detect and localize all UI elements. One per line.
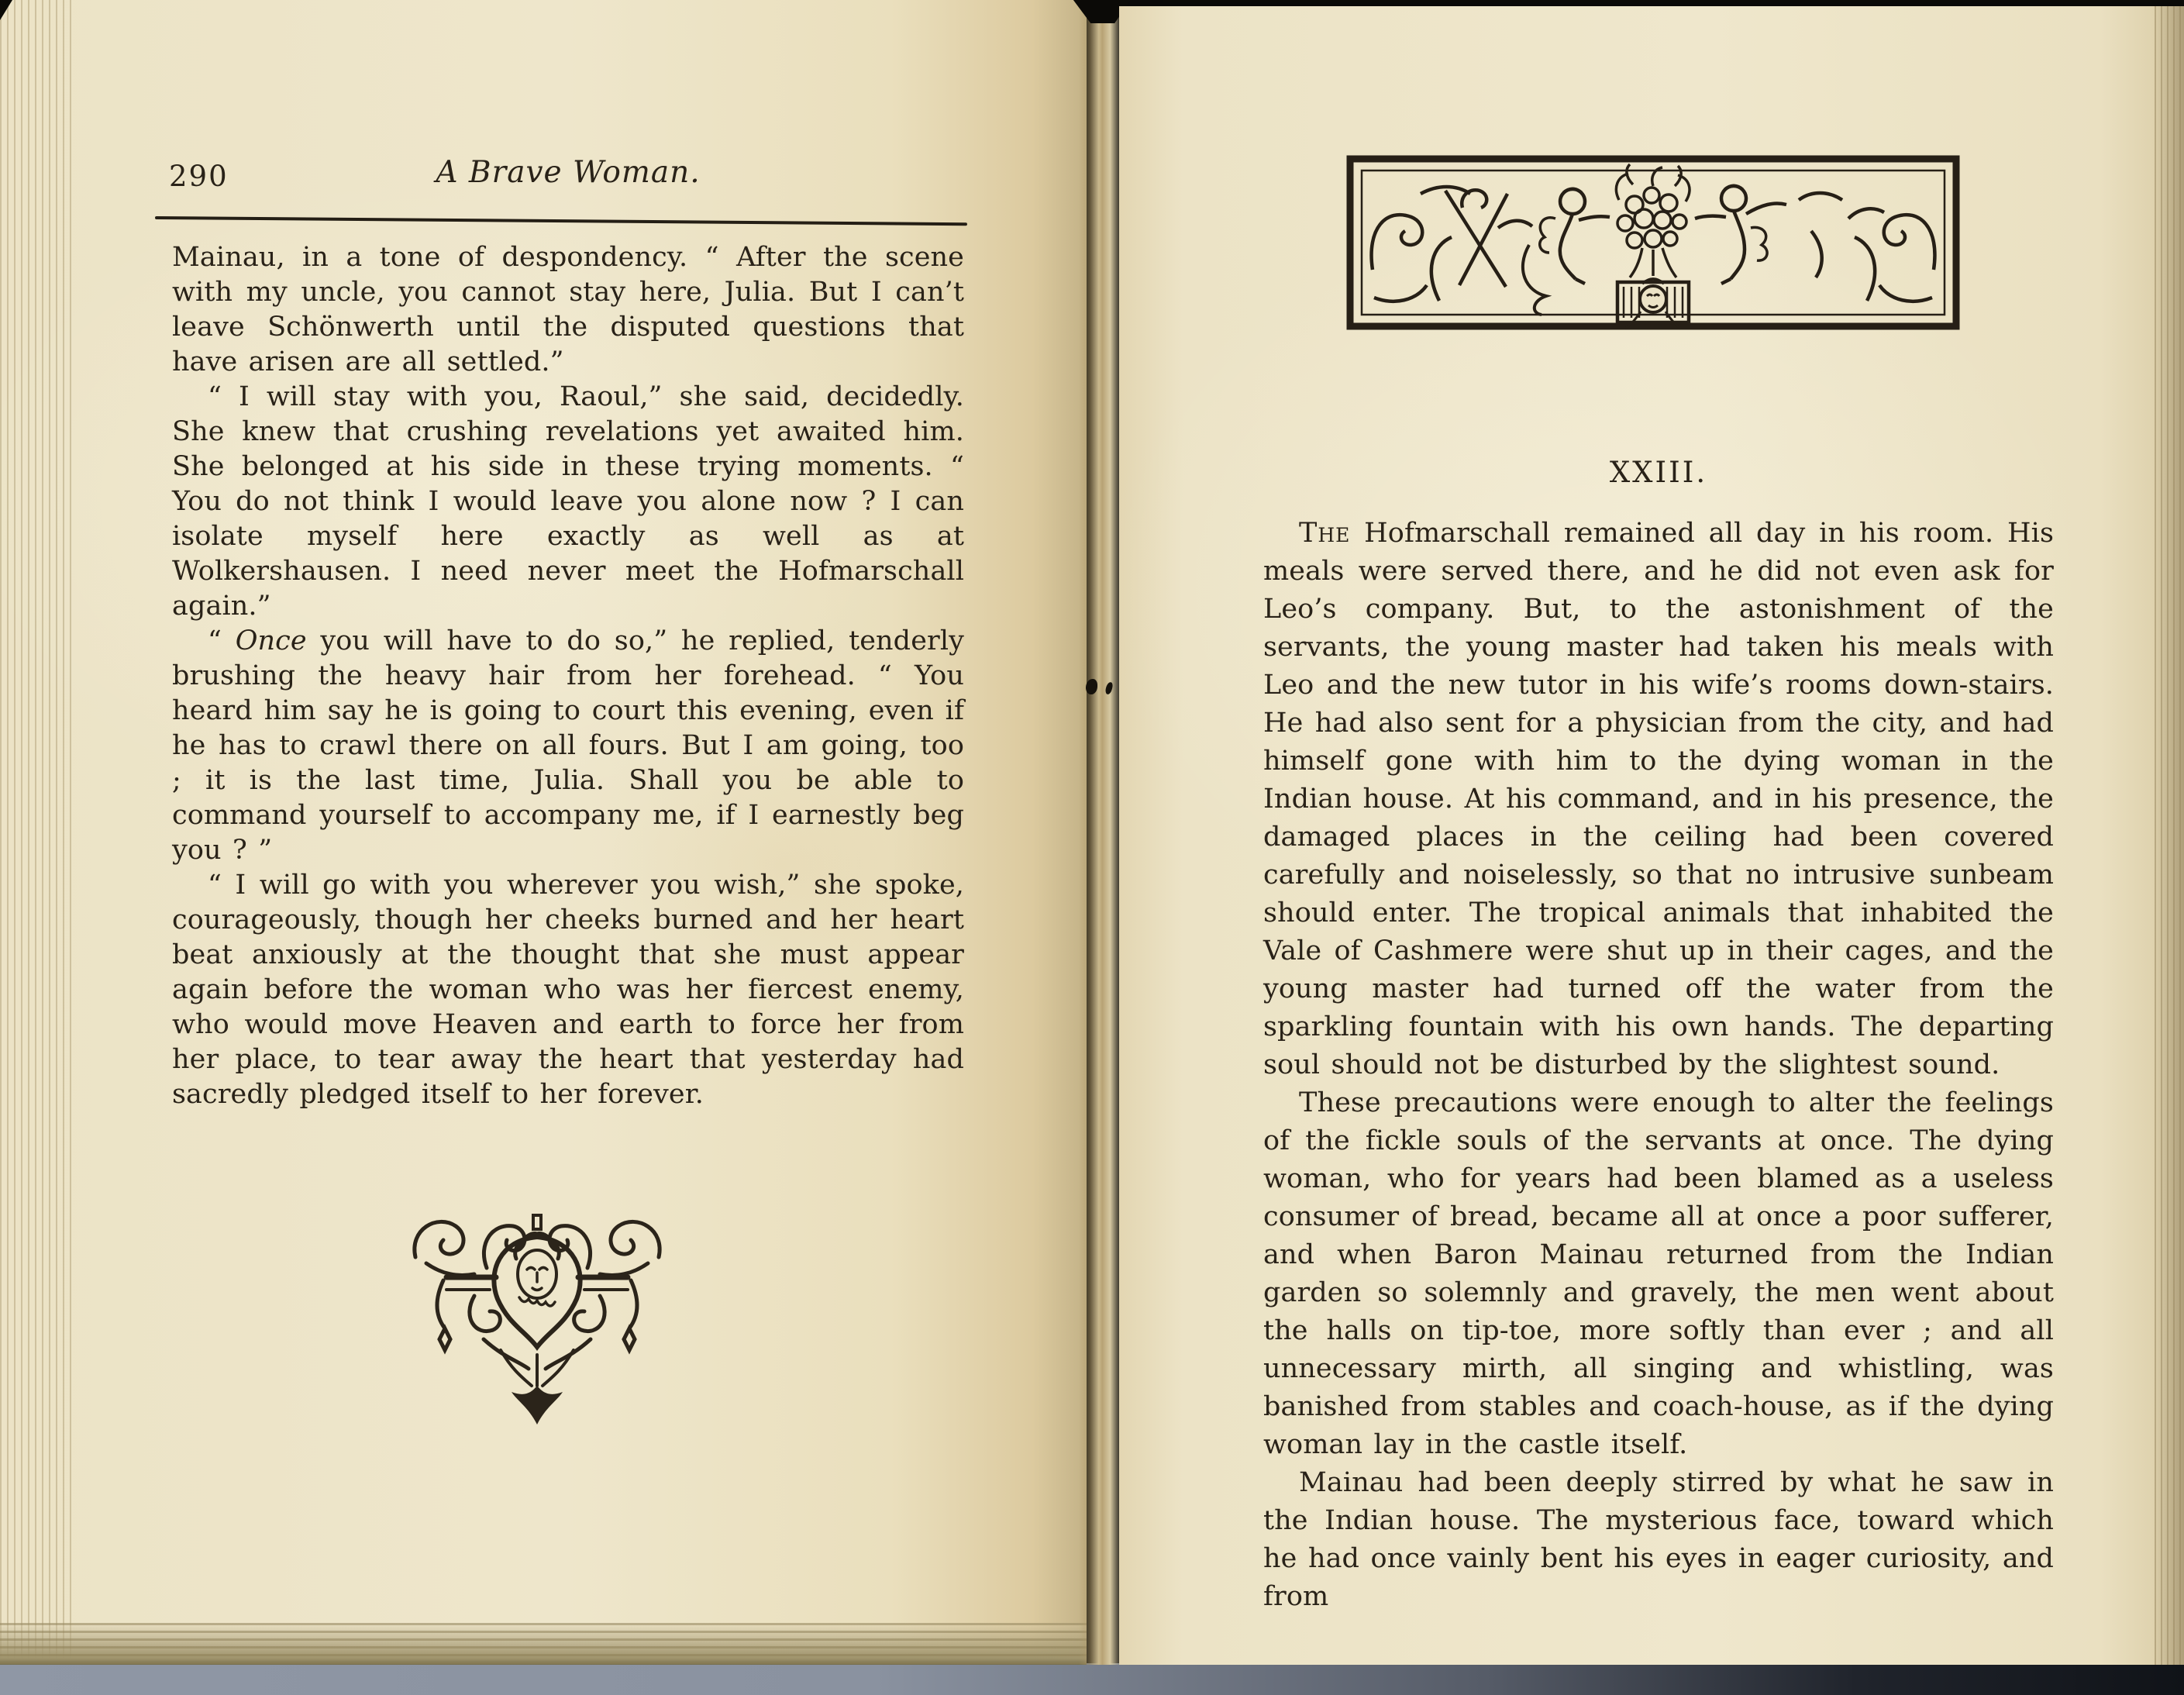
paragraph: These precautions were enough to alter the feelings of the fickle souls of the servants at once. The dying woman, who for years had been blamed as a useless consumer of bread, became all at once a poor sufferer, and when Baron Mainau returned from the Indian garden so solemnly and gravely, the men went about the halls on tip-toe, more softly than ever ; and all unnecessary mirth, all singing and whistling, was banished from stables and coach-house, as if the dying woman lay in the castle itself. [1263, 1087, 2054, 1460]
left-page-fore-edge [0, 0, 74, 1665]
right-page [1119, 6, 2184, 1665]
paragraph-text: you will have to do so,” he replied, tenderly brushing the heavy hair from her forehead. “ You heard him say he is going to court this evening, even if he has to crawl there on all fours. But I am going, too ; it is the last time, Julia. Shall you be able to command yourself to accompany me, if I earnestly beg you ? ” [172, 625, 965, 866]
paragraph [172, 624, 964, 868]
scanner-bed-strip [0, 1663, 2184, 1695]
paragraph: “ I will go with you wherever you wish,” she spoke, courageously, though her cheeks burned and her heart beat anxiously at the thought that she must appear again before the woman who was her fiercest enemy, who would move Heaven and earth to force her from her place, to tear away the heart that yesterday had sacredly pledged itself to her forever. [172, 870, 964, 1110]
paragraph: “ I will stay with you, Raoul,” she said, decidedly. She knew that crushing revelations yet awaited him. She belonged at his side in these trying moments. “ You do not think I would leave you alone now ? I can isolate myself here exactly as well as at Wolkershausen. I need never meet the Hofmarschall again.” [172, 381, 964, 622]
quote-open: “ [208, 625, 236, 656]
paragraph: Mainau had been deeply stirred by what he saw in the Indian house. The mysterious face, toward which he had once vainly bent his eyes in eager curiosity, and from [1263, 1467, 2054, 1612]
running-title: A Brave Woman. [436, 155, 701, 190]
page-number: 290 [169, 160, 229, 193]
left-page-body-text [172, 240, 964, 1112]
paragraph [1263, 515, 2054, 1084]
right-page-body-text [1263, 515, 2054, 1616]
headpiece-cherub-frieze-illustration [1346, 153, 1960, 339]
scan-top-edge-shadow [1163, 0, 2184, 6]
paragraph-text: Hofmarschall remained all day in his room. His meals were served there, and he did not even ask for Leo’s company. But, to the astonishment of the servants, the young master had taken his meals with Leo and the new tutor in his wife’s rooms down-stairs. He had also sent for a physician from the city, and had himself gone with him to the dying woman in the Indian house. At his command, and in his presence, the damaged places in the ceiling had been covered carefully and noiselessly, so that no intrusive sunbeam should enter. The tropical animals that inhabited the Vale of Cashmere were shut up in their cages, and the young master had turned off the water from the sparkling fountain with his own hands. The departing soul should not be disturbed by the slightest sound. [1263, 518, 2054, 1080]
gutter-shadow [1079, 0, 1122, 1665]
tailpiece-mask-ornament-illustration [403, 1203, 671, 1429]
italic-word: Once [235, 625, 307, 656]
right-page-fore-edge [2155, 6, 2184, 1665]
left-page [0, 0, 1087, 1665]
header-rule [155, 216, 967, 226]
smallcaps-lead-word: The [1299, 518, 1351, 549]
chapter-heading: XXIII. [1609, 456, 1708, 489]
left-page-bottom-edge [0, 1623, 1087, 1665]
paragraph: Mainau, in a tone of despondency. “ After the scene with my uncle, you cannot stay here, Julia. But I can’t leave Schönwerth until the disputed questions that have arisen are all settled.” [172, 242, 964, 377]
